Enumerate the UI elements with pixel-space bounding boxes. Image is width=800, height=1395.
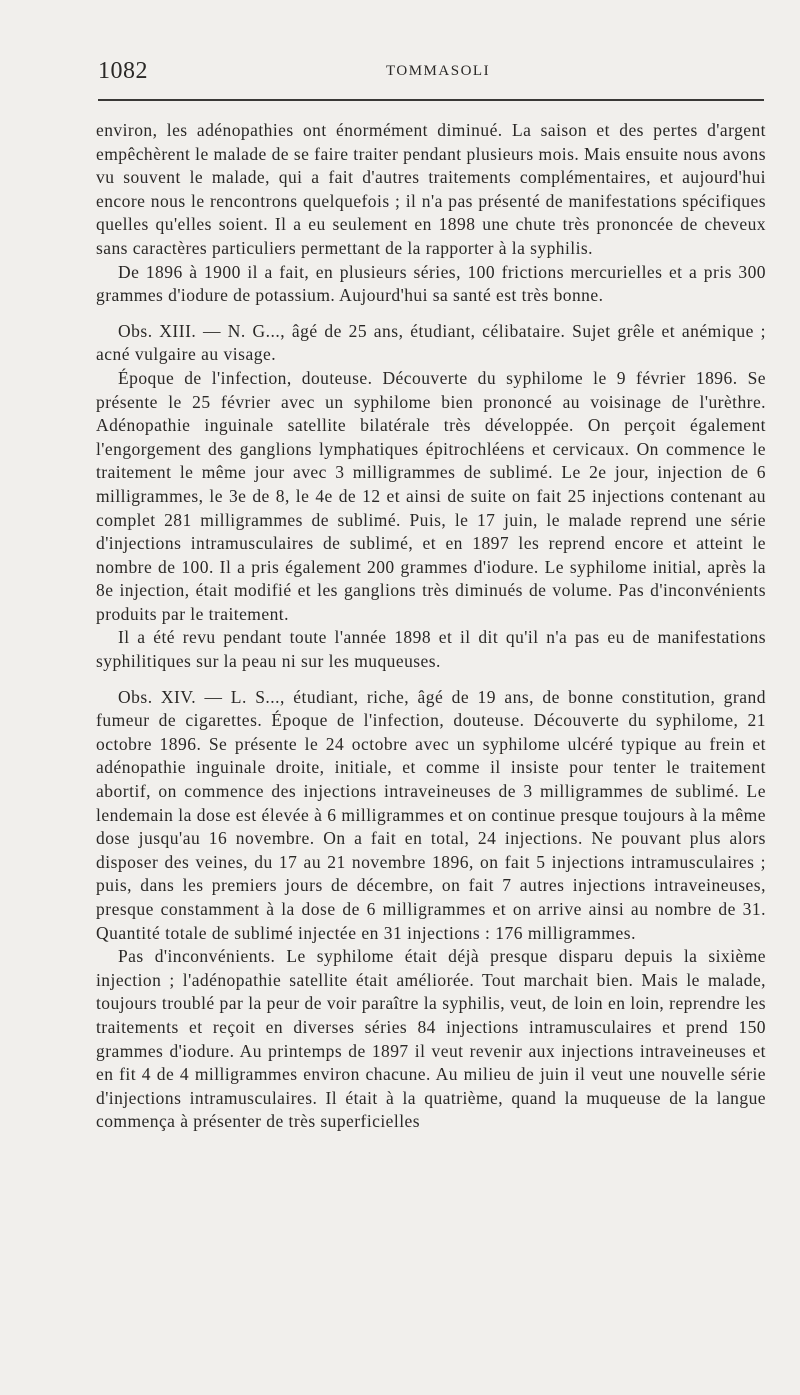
section-gap: [96, 308, 766, 320]
paragraph: environ, les adénopathies ont énormément diminué. La saison et des pertes d'argent empêchèrent le malade de se faire traiter pendant plusieurs mois. Mais ensuite nous avons vu souvent le malade, qui a fait d'autres traitements complémentaires, et aujourd'hui encore nous le rencontrons quelquefois ; il n'a pas présenté de manifestations spécifiques quelles qu'elles soient. Il a eu seulement en 1898 une chute très prononcée de cheveux sans caractères particuliers permettant de la rapporter à la syphilis.: [96, 120, 766, 258]
observation-heading-paragraph: Obs. XIII. — N. G..., âgé de 25 ans, étudiant, célibataire. Sujet grêle et anémique ; acné vulgaire au visage.: [96, 320, 766, 365]
paragraph: Il a été revu pendant toute l'année 1898 et il dit qu'il n'a pas eu de manifestations syphilitiques sur la peau ni sur les muqueuses.: [96, 627, 766, 672]
running-head: TOMMASOLI: [386, 63, 491, 79]
page-number: 1082: [98, 58, 148, 84]
section-gap: [96, 674, 766, 686]
observation-heading-paragraph: Obs. XIV. — L. S..., étudiant, riche, âgé de 19 ans, de bonne constitution, grand fumeur de cigarettes. Époque de l'infection, douteuse. Découverte du syphilome, 21 octobre 1896. Se présente le 24 octobre avec un syphilome ulcéré typique au frein et adénopathie inguinale droite, initiale, et comme il insiste pour tenter le traitement abortif, on commence des injections intraveineuses de 3 milligrammes de sublimé. Le lendemain la dose est élevée à 6 milligrammes et on continue presque toujours à la même dose jusqu'au 16 novembre. On a fait en total, 24 injections. Ne pouvant plus alors disposer des veines, du 17 au 21 novembre 1896, on fait 5 injections intramusculaires ; puis, dans les premiers jours de décembre, on fait 7 autres injections intraveineuses, presque constamment à la dose de 6 milligrammes et on arrive ainsi au nombre de 31. Quantité totale de sublimé injectée en 31 injections : 176 milligrammes.: [96, 686, 766, 943]
paragraph: Époque de l'infection, douteuse. Découverte du syphilome le 9 février 1896. Se présente le 25 février avec un syphilome bien prononcé au voisinage de l'urèthre. Adénopathie inguinale satellite bilatérale très développée. On perçoit également l'engorgement des ganglions lymphatiques épitrochléens et cervicaux. On commence le traitement le même jour avec 3 milligrammes de sublimé. Le 2e jour, injection de 6 milligrammes, le 3e de 8, le 4e de 12 et ainsi de suite on fait 25 injections contenant au complet 281 milligrammes de sublimé. Puis, le 17 juin, le malade reprend une série d'injections intramusculaires de sublimé, et en 1897 les reprend encore et atteint le nombre de 100. Il a pris également 200 grammes d'iodure. Le syphilome initial, après la 8e injection, était modifié et les ganglions très diminués de volume. Pas d'inconvénients produits par le traitement.: [96, 367, 766, 624]
page-header: [98, 56, 764, 90]
paragraph: De 1896 à 1900 il a fait, en plusieurs séries, 100 frictions mercurielles et a pris 300 grammes d'iodure de potassium. Aujourd'hui sa santé est très bonne.: [96, 261, 766, 306]
body-text: [96, 119, 766, 1134]
paragraph: Pas d'inconvénients. Le syphilome était déjà presque disparu depuis la sixième injection ; l'adénopathie satellite était améliorée. Tout marchait bien. Mais le malade, toujours troublé par la peur de voir paraître la syphilis, veut, de loin en loin, reprendre les traitements et reçoit en diverses séries 84 injections intramusculaires et prend 150 grammes d'iodure. Au printemps de 1897 il veut revenir aux injections intraveineuses et en fit 4 de 4 milligrammes environ chacune. Au milieu de juin il veut une nouvelle série d'injections intramusculaires. Il était à la quatrième, quand la muqueuse de la langue commença à présenter de très superficielles: [96, 946, 766, 1132]
header-rule: [98, 99, 764, 101]
